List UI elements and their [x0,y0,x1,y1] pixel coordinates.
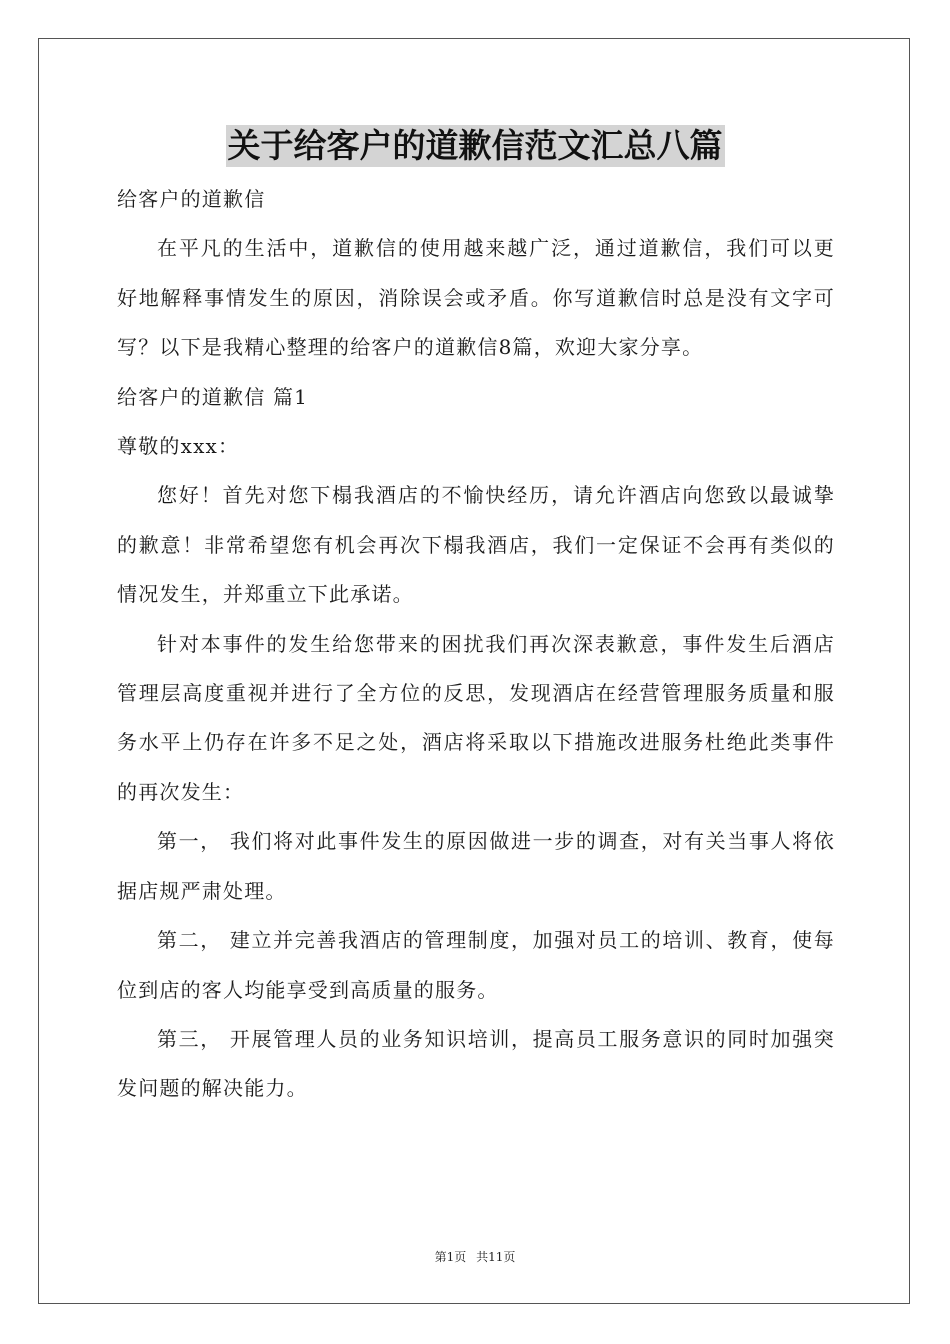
section-heading: 给客户的道歉信 篇1 [117,384,309,409]
title-container [0,125,950,167]
salutation: 尊敬的xxx： [117,434,240,459]
paragraph: 第三， 开展管理人员的业务知识培训，提高员工服务意识的同时加强突发问题的解决能力。 [117,1026,835,1101]
paragraph: 给客户的道歉信 [117,187,266,211]
paragraph: 第二， 建立并完善我酒店的管理制度，加强对员工的培训、教育，使每位到店的客人均能享受到高质量的服务。 [117,928,835,1002]
page-total: 共11页 [476,1250,516,1264]
paragraph: 第一， 我们将对此事件发生的原因做进一步的调查，对有关当事人将依据店规严肃处理。 [117,829,835,903]
page-number: 第1页 [434,1250,467,1264]
document-title: 关于给客户的道歉信范文汇总八篇 [227,126,723,165]
paragraph: 您好！首先对您下榻我酒店的不愉快经历，请允许酒店向您致以最诚挚的歉意！非常希望您有机会再次下榻我酒店，我们一定保证不会再有类似的情况发生，并郑重立下此承诺。 [117,483,835,607]
paragraph: 在平凡的生活中，道歉信的使用越来越广泛，通过道歉信，我们可以更好地解释事情发生的原因，消除误会或矛盾。你写道歉信时总是没有文字可写？以下是我精心整理的给客户的道歉信8篇，欢迎大家分享。 [117,236,835,360]
document-body [117,175,835,1114]
paragraph: 针对本事件的发生给您带来的困扰我们再次深表歉意，事件发生后酒店管理层高度重视并进行了全方位的反思，发现酒店在经营管理服务质量和服务水平上仍存在许多不足之处，酒店将采取以下措施改进服务杜绝此类事件的再次发生： [117,631,835,804]
page-footer [0,1248,950,1265]
